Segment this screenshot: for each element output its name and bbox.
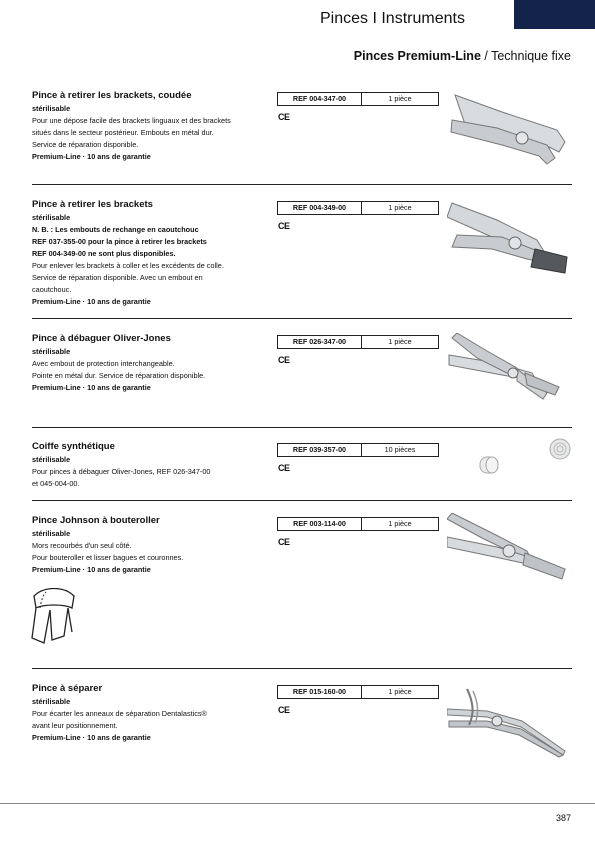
product-line: stérilisable bbox=[32, 213, 71, 222]
reference-box bbox=[277, 201, 439, 215]
product-line: Service de réparation disponible. Avec un embout en bbox=[32, 273, 203, 282]
reference-number: REF 003-114-00 bbox=[278, 518, 362, 530]
product-line: stérilisable bbox=[32, 104, 71, 113]
product-line: caoutchouc. bbox=[32, 285, 72, 294]
quantity: 1 pièce bbox=[388, 687, 412, 696]
reference-number: REF 015-160-00 bbox=[278, 686, 362, 698]
reference-number: REF 039-357-00 bbox=[278, 444, 362, 456]
product-entry bbox=[32, 333, 572, 403]
product-entry bbox=[32, 683, 572, 753]
product-line: Service de réparation disponible. bbox=[32, 140, 139, 149]
pliers-angled-icon bbox=[447, 90, 572, 170]
product-line: Pour écarter les anneaux de séparation Dentalastics® bbox=[32, 709, 207, 718]
quantity: 10 pièces bbox=[384, 445, 416, 454]
product-title: Pince à séparer bbox=[32, 683, 103, 694]
product-line: Pour une dépose facile des brackets linguaux et des brackets bbox=[32, 116, 231, 125]
product-entry bbox=[32, 90, 572, 170]
product-line: stérilisable bbox=[32, 529, 71, 538]
quantity: 1 pièce bbox=[388, 94, 412, 103]
product-line: et 045-004-00. bbox=[32, 479, 80, 488]
quantity: 1 pièce bbox=[388, 337, 412, 346]
product-line: REF 004-349-00 ne sont plus disponibles. bbox=[32, 249, 176, 258]
reference-box bbox=[277, 335, 439, 349]
product-line: stérilisable bbox=[32, 455, 71, 464]
section-divider bbox=[32, 184, 572, 185]
pliers-bracket-remover-icon bbox=[447, 195, 572, 285]
pliers-band-remover-icon bbox=[447, 333, 572, 408]
product-title: Pince Johnson à bouteroller bbox=[32, 515, 160, 526]
product-title: Coiffe synthétique bbox=[32, 441, 115, 452]
product-line: stérilisable bbox=[32, 347, 71, 356]
reference-number: REF 004-347-00 bbox=[278, 93, 362, 105]
product-line: avant leur positionnement. bbox=[32, 721, 118, 730]
product-line: Pointe en métal dur. Service de réparation disponible. bbox=[32, 371, 206, 380]
pliers-contouring-icon bbox=[447, 513, 572, 593]
reference-box bbox=[277, 517, 439, 531]
ce-mark: CE bbox=[278, 112, 290, 122]
reference-number: REF 026-347-00 bbox=[278, 336, 362, 348]
reference-box bbox=[277, 92, 439, 106]
ce-mark: CE bbox=[278, 537, 290, 547]
synthetic-cap-icon bbox=[472, 437, 572, 487]
product-title: Pince à retirer les brackets bbox=[32, 199, 153, 210]
product-description bbox=[32, 212, 262, 308]
pliers-separator-icon bbox=[447, 681, 572, 761]
section-divider bbox=[32, 318, 572, 319]
reference-number: REF 004-349-00 bbox=[278, 202, 362, 214]
product-line: Pour pinces à débaguer Oliver-Jones, REF 026-347-00 bbox=[32, 467, 211, 476]
product-line: stérilisable bbox=[32, 697, 71, 706]
product-description bbox=[32, 103, 262, 163]
section-title-bold: Pinces Premium-Line bbox=[353, 49, 481, 63]
product-line: Pour bouteroller et lisser bagues et couronnes. bbox=[32, 553, 184, 562]
product-line: Premium-Line · 10 ans de garantie bbox=[32, 733, 151, 742]
ce-mark: CE bbox=[278, 463, 290, 473]
product-line: Pour enlever les brackets à coller et les excédents de colle. bbox=[32, 261, 224, 270]
section-title bbox=[354, 49, 571, 63]
reference-box bbox=[277, 443, 439, 457]
page-header-title: Pinces I Instruments bbox=[320, 10, 465, 27]
product-line: Premium-Line · 10 ans de garantie bbox=[32, 152, 151, 161]
ce-mark: CE bbox=[278, 355, 290, 365]
reference-box bbox=[277, 685, 439, 699]
quantity: 1 pièce bbox=[388, 519, 412, 528]
product-entry bbox=[32, 441, 572, 491]
product-description bbox=[32, 696, 262, 744]
section-divider bbox=[32, 427, 572, 428]
product-line: Premium-Line · 10 ans de garantie bbox=[32, 383, 151, 392]
product-title: Pince à retirer les brackets, coudée bbox=[32, 90, 192, 101]
product-entry bbox=[32, 199, 572, 309]
product-description bbox=[32, 346, 262, 394]
product-line: Premium-Line · 10 ans de garantie bbox=[32, 297, 151, 306]
section-divider bbox=[32, 668, 572, 669]
product-description bbox=[32, 528, 262, 576]
product-entry bbox=[32, 515, 572, 605]
header-accent-block bbox=[514, 0, 595, 29]
ce-mark: CE bbox=[278, 705, 290, 715]
product-line: REF 037-355-00 pour la pince à retirer les brackets bbox=[32, 237, 207, 246]
section-divider bbox=[32, 500, 572, 501]
product-title: Pince à débaguer Oliver-Jones bbox=[32, 333, 171, 344]
quantity: 1 pièce bbox=[388, 203, 412, 212]
ce-mark: CE bbox=[278, 221, 290, 231]
product-description bbox=[32, 454, 262, 490]
footer-divider bbox=[0, 803, 595, 804]
product-line: Mors recourbés d'un seul côté. bbox=[32, 541, 132, 550]
page-number: 387 bbox=[555, 813, 571, 823]
product-line: N. B. : Les embouts de rechange en caoutchouc bbox=[32, 225, 199, 234]
product-line: situés dans le secteur postérieur. Embouts en métal dur. bbox=[32, 128, 214, 137]
jaw-sketch-icon bbox=[24, 588, 84, 648]
product-line: Premium-Line · 10 ans de garantie bbox=[32, 565, 151, 574]
product-line: Avec embout de protection interchangeable. bbox=[32, 359, 175, 368]
section-title-rest: / Technique fixe bbox=[480, 49, 571, 63]
